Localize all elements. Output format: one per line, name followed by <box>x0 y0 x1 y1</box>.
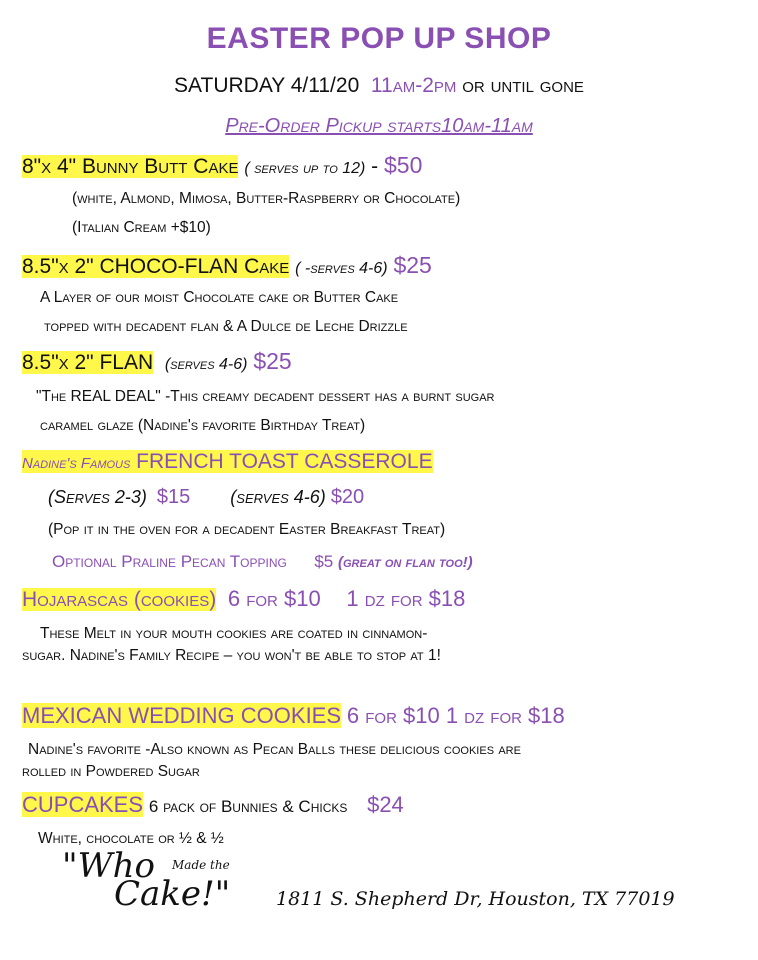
hours-text: 11am-2pm <box>370 74 457 97</box>
item-price: $25 <box>393 252 432 278</box>
item-french-toast-prices <box>48 486 364 509</box>
item-description-1: These Melt in your mouth cookies are coated in cinnamon- <box>40 625 428 642</box>
event-date <box>0 74 758 98</box>
item-name-highlight <box>22 450 433 473</box>
preorder-note: Pre-Order Pickup starts10am-11am <box>225 115 533 137</box>
item-serves: ( -serves 4-6) <box>295 260 388 277</box>
shop-address: 1811 S. Shepherd Dr, Houston, TX 77019 <box>276 888 675 910</box>
item-price-half-dozen: 6 for $10 <box>227 586 321 611</box>
item-description-1: A Layer of our moist Chocolate cake or Butter Cake <box>40 289 399 306</box>
item-french-toast <box>22 450 433 474</box>
price-large: $20 <box>330 486 365 508</box>
topping-option <box>52 552 473 572</box>
logo-line-2: Made the <box>172 858 230 872</box>
item-cupcakes <box>22 792 404 818</box>
item-price: 6 for $10 1 dz for $18 <box>346 703 565 728</box>
logo-line-1: "Who <box>62 846 155 886</box>
date-tail: or until gone <box>462 74 584 97</box>
item-bunny-butt-cake <box>22 152 422 179</box>
item-serves: (serves 4-6) <box>164 356 248 373</box>
item-description-1: (white, Almond, Mimosa, Butter-Raspberry or Chocolate) <box>72 190 461 207</box>
topping-note: (great on flan too!) <box>337 554 473 571</box>
item-name: CUPCAKES <box>22 792 144 817</box>
item-name: 8.5"x 2" FLAN <box>22 351 154 374</box>
item-name: FRENCH TOAST CASSEROLE <box>136 450 433 473</box>
item-description-2: sugar. Nadine's Family Recipe – you won't be able to stop at 1! <box>22 647 441 664</box>
topping-price: $5 <box>314 552 334 571</box>
item-mexican-wedding-cookies <box>22 703 565 729</box>
item-price: $25 <box>253 348 292 374</box>
item-description-2: (Italian Cream +$10) <box>72 219 211 236</box>
item-flan <box>22 348 292 375</box>
item-pack: 6 pack of Bunnies & Chicks <box>148 797 348 816</box>
item-description-1: "The REAL DEAL" -This creamy decadent dessert has a burnt sugar <box>36 388 495 405</box>
item-price: $24 <box>367 792 404 817</box>
item-name: 8"x 4" Bunny Butt Cake <box>22 155 239 178</box>
serves-small: (Serves 2-3) <box>48 487 147 507</box>
item-prefix: Nadine's Famous <box>22 455 131 472</box>
item-description-2: topped with decadent flan & A Dulce de Leche Drizzle <box>44 318 408 335</box>
date-text: SATURDAY 4/11/20 <box>174 74 360 97</box>
item-dash: - <box>365 155 385 178</box>
page-title: EASTER POP UP SHOP <box>206 22 552 55</box>
item-serves: ( serves up to 12) <box>244 160 366 177</box>
item-name: 8.5"x 2" CHOCO-FLAN Cake <box>22 255 290 278</box>
item-hojarascas <box>22 586 465 612</box>
item-name: Hojarascas (cookies) <box>22 588 217 611</box>
topping-name: Optional Praline Pecan Topping <box>52 552 287 571</box>
logo-line-3: Cake!" <box>114 874 231 914</box>
item-price: $50 <box>384 152 423 178</box>
item-price-dozen: 1 dz for $18 <box>346 586 466 611</box>
item-choco-flan <box>22 252 432 279</box>
item-description-2: caramel glaze (Nadine's favorite Birthday Treat) <box>40 417 366 434</box>
bakery-logo <box>62 846 272 914</box>
item-name: MEXICAN WEDDING COOKIES <box>22 703 342 728</box>
item-description-1: Nadine's favorite -Also known as Pecan Balls these delicious cookies are <box>28 741 521 758</box>
price-small: $15 <box>156 486 191 508</box>
serves-large: (serves 4-6) <box>230 487 326 507</box>
item-description-2: rolled in Powdered Sugar <box>22 763 200 780</box>
item-description-1: (Pop it in the oven for a decadent Easter Breakfast Treat) <box>48 521 446 538</box>
item-description-1: White, chocolate or ½ & ½ <box>38 830 224 847</box>
